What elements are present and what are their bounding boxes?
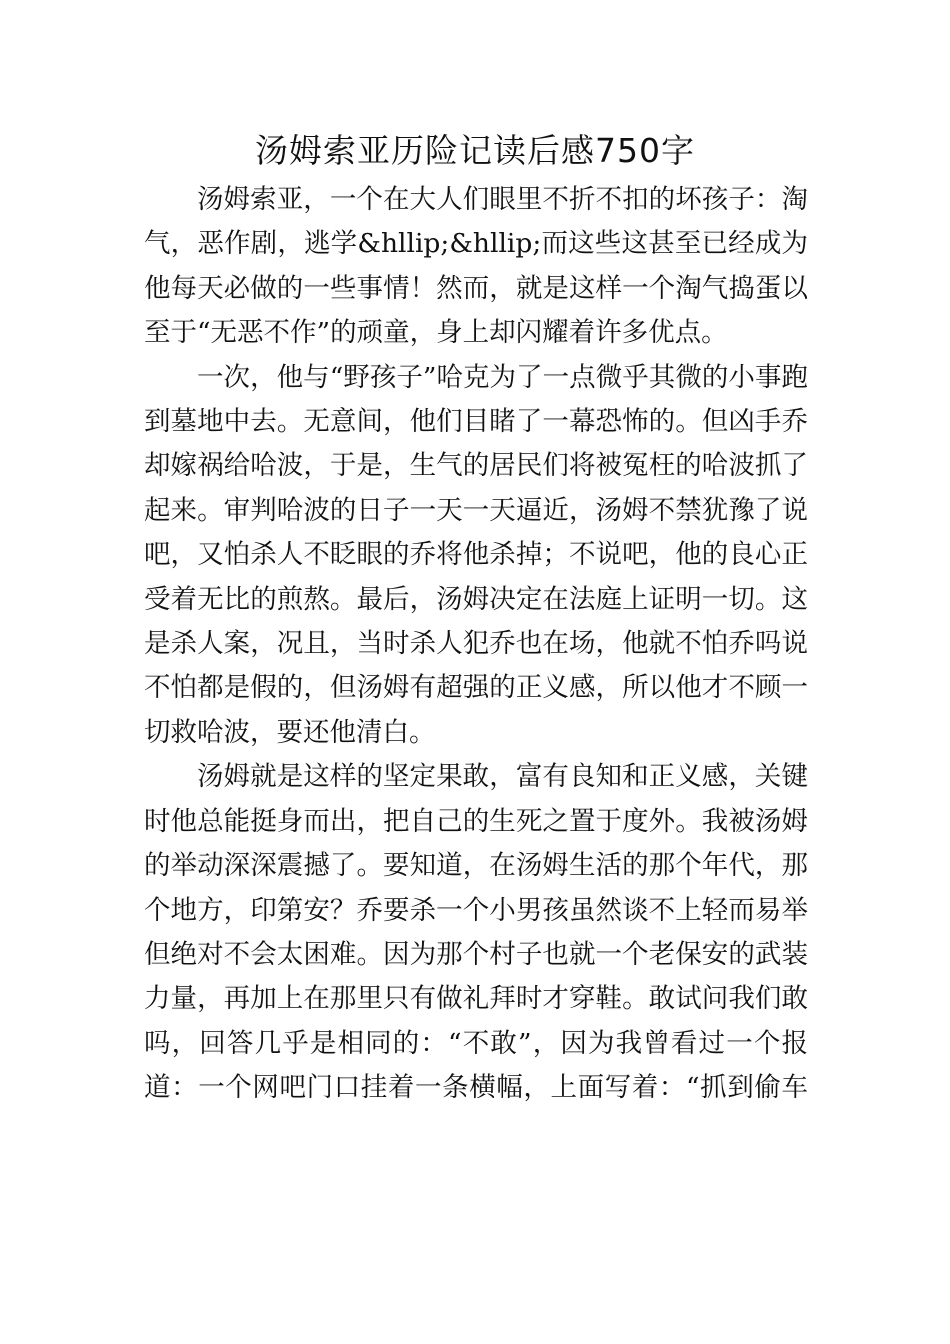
paragraph-3: 汤姆就是这样的坚定果敢，富有良知和正义感，关键时他总能挺身而出，把自己的生死之置于度外。我被汤姆的举动深深震撼了。要知道，在汤姆生活的那个年代，那个地方，印第安？乔要杀一个小男孩虽然谈不上轻而易举但绝对不会太困难。因为那个村子也就一个老保安的武装力量，再加上在那里只有做礼拜时才穿鞋。敢试问我们敢吗，回答几乎是相同的：“不敢”，因为我曾看过一个报道：一个网吧门口挂着一条横幅，上面写着：“抓到偷车 <box>144 761 808 1104</box>
document-body <box>144 178 808 1111</box>
paragraph-1: 汤姆索亚，一个在大人们眼里不折不扣的坏孩子：淘气，恶作剧，逃学&hllip;&hllip;而这些这甚至已经成为他每天必做的一些事情！然而，就是这样一个淘气捣蛋以至于“无恶不作”的顽童，身上却闪耀着许多优点。 <box>144 184 808 349</box>
paragraph-2: 一次，他与“野孩子”哈克为了一点微乎其微的小事跑到墓地中去。无意间，他们目睹了一幕恐怖的。但凶手乔却嫁祸给哈波，于是，生气的居民们将被冤枉的哈波抓了起来。审判哈波的日子一天一天逼近，汤姆不禁犹豫了说吧，又怕杀人不眨眼的乔将他杀掉；不说吧，他的良心正受着无比的煎熬。最后，汤姆决定在法庭上证明一切。这是杀人案，况且，当时杀人犯乔也在场，他就不怕乔吗说不怕都是假的，但汤姆有超强的正义感，所以他才不顾一切救哈波，要还他清白。 <box>144 361 808 748</box>
document-title: 汤姆索亚历险记读后感750字 <box>255 131 695 170</box>
